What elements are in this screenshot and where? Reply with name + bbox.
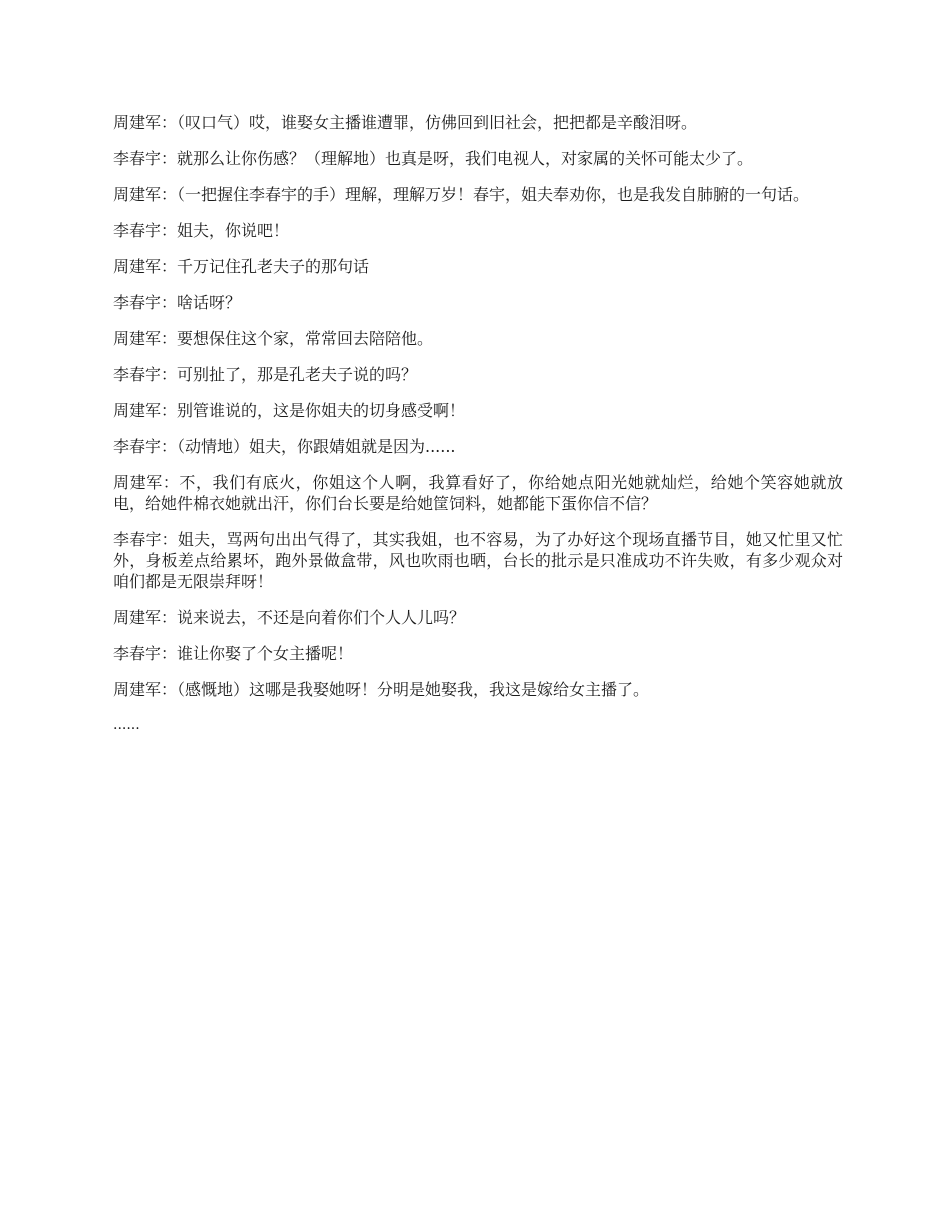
dialogue-line: 李春宇：就那么让你伤感？（理解地）也真是呀，我们电视人，对家属的关怀可能太少了。 [113,149,754,168]
dialogue-line: 李春宇：啥话呀？ [113,293,242,312]
dialogue-line: 李春宇：（动情地）姐夫，你跟婧姐就是因为...... [113,437,456,456]
document-body [113,112,843,736]
dialogue-line: 李春宇：谁让你娶了个女主播呢！ [113,644,354,663]
dialogue-line: 周建军：（一把握住李春宇的手）理解，理解万岁！春宇，姐夫奉劝你，也是我发自肺腑的一句话。 [113,185,810,204]
dialogue-line: 周建军：不，我们有底火，你姐这个人啊，我算看好了，你给她点阳光她就灿烂，给她个笑容她就放电，给她件棉衣她就出汗，你们台长要是给她筐饲料，她都能下蛋你信不信？ [113,473,843,513]
dialogue-line: 周建军：（叹口气）哎，谁娶女主播谁遭罪，仿佛回到旧社会，把把都是辛酸泪呀。 [113,113,698,132]
dialogue-line: 李春宇：可别扯了，那是孔老夫子说的吗？ [113,365,418,384]
dialogue-line: 周建军：要想保住这个家，常常回去陪陪他。 [113,329,434,348]
dialogue-line: 周建军：说来说去，不还是向着你们个人人儿吗？ [113,608,466,627]
dialogue-line: 李春宇：姐夫，你说吧！ [113,221,290,240]
dialogue-line: 李春宇：姐夫，骂两句出出气得了，其实我姐，也不容易，为了办好这个现场直播节目，她又忙里又忙外，身板差点给累坏，跑外景做盒带，风也吹雨也晒，台长的批示是只准成功不许失败，有多少观众对咱们都是无限崇拜呀！ [113,530,843,591]
dialogue-line: 周建军：千万记住孔老夫子的那句话 [113,257,370,276]
trailing-ellipsis: ...... [113,717,140,733]
dialogue-line: 周建军：别管谁说的，这是你姐夫的切身感受啊！ [113,401,466,420]
dialogue-line: 周建军：（感慨地）这哪是我娶她呀！分明是她娶我，我这是嫁给女主播了。 [113,680,650,699]
